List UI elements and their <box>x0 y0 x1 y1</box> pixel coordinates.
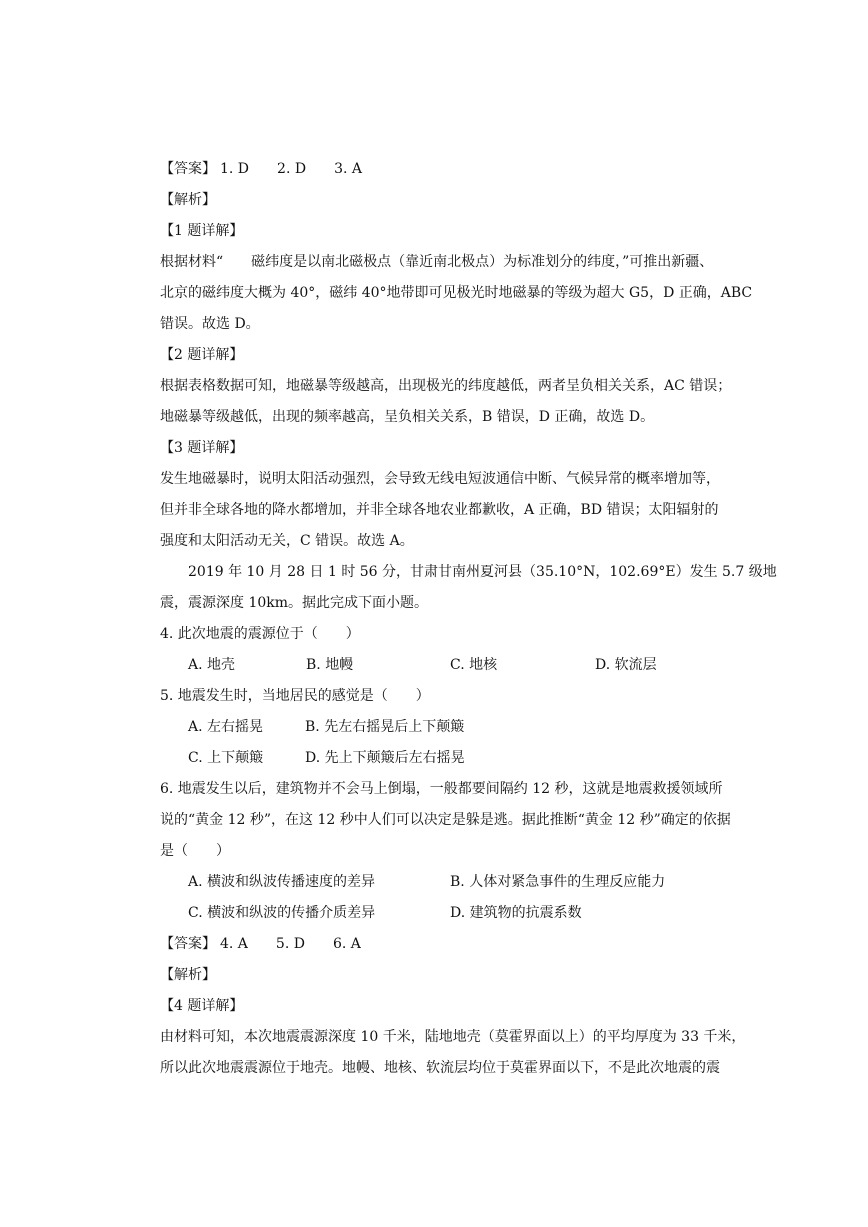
q2-detail-line: 地磁暴等级越低，出现的频率越高，呈负相关关系，B 错误，D 正确，故选 D。 <box>160 409 655 425</box>
answer-item: 1. D <box>220 161 250 177</box>
q4-detail-line: 由材料可知，本次地震震源深度 10 千米，陆地地壳（莫霍界面以上）的平均厚度为 33 千米， <box>160 1029 746 1045</box>
q2-detail-label: 【2 题详解】 <box>160 347 244 363</box>
q6-stem-line: 说的“黄金 12 秒”，在这 12 秒中人们可以决定是躲是逃。据此推断“黄金 12 秒”确定的依据 <box>160 812 731 828</box>
q2-detail-line: 根据表格数据可知，地磁暴等级越高，出现极光的纬度越低，两者呈负相关关系，AC 错误； <box>160 378 732 394</box>
answer-item: 4. A <box>220 936 248 952</box>
q4-option-b: B. 地幔 <box>306 657 354 673</box>
q3-detail-label: 【3 题详解】 <box>160 440 244 456</box>
q4-option-a: A. 地壳 <box>188 657 236 673</box>
q4-detail-line: 所以此次地震震源位于地壳。地幔、地核、软流层均位于莫霍界面以下，不是此次地震的震 <box>160 1060 720 1076</box>
q1-detail-label: 【1 题详解】 <box>160 223 244 239</box>
q6-stem-line: 是（ ） <box>160 843 230 859</box>
q6-stem-line: 6. 地震发生以后，建筑物并不会马上倒塌，一般都要间隔约 12 秒，这就是地震救援领域所 <box>160 781 723 797</box>
q5-option-a: A. 左右摇晃 <box>188 719 264 735</box>
q4-option-d: D. 软流层 <box>595 657 657 673</box>
answer-item: 5. D <box>275 936 305 952</box>
q6-option-b: B. 人体对紧急事件的生理反应能力 <box>450 874 666 890</box>
q5-stem: 5. 地震发生时，当地居民的感觉是（ ） <box>160 688 430 704</box>
intro-line: 2019 年 10 月 28 日 1 时 56 分，甘肃甘南州夏河县（35.10°N，102.69°E）发生 5.7 级地 <box>188 564 777 580</box>
answer-item: 3. A <box>334 161 363 177</box>
q5-option-d: D. 先上下颠簸后左右摇晃 <box>305 750 465 766</box>
q1-detail-line: 根据材料“ 磁纬度是以南北磁极点（靠近南北极点）为标准划分的纬度，”可推出新疆、 <box>160 254 714 270</box>
answer-label: 【答案】 <box>160 936 216 952</box>
q5-option-c: C. 上下颠簸 <box>188 750 264 766</box>
q3-detail-line: 发生地磁暴时，说明太阳活动强烈，会导致无线电短波通信中断、气候异常的概率增加等， <box>160 471 720 487</box>
q6-option-c: C. 横波和纵波的传播介质差异 <box>188 905 376 921</box>
answer-line-2 <box>160 935 720 953</box>
q4-stem: 4. 此次地震的震源位于（ ） <box>160 626 360 642</box>
q4-detail-label: 【4 题详解】 <box>160 998 244 1014</box>
answer-label: 【答案】 <box>160 161 216 177</box>
q3-detail-line: 但并非全球各地的降水都增加，并非全球各地农业都歉收，A 正确，BD 错误；太阳辐射的 <box>160 502 719 518</box>
q6-option-a: A. 横波和纵波传播速度的差异 <box>188 874 376 890</box>
analysis-label: 【解析】 <box>160 192 216 208</box>
intro-line: 震，震源深度 10km。据此完成下面小题。 <box>160 595 429 611</box>
q1-detail-line: 北京的磁纬度大概为 40°，磁纬 40°地带即可见极光时地磁暴的等级为超大 G5，D 正确，ABC <box>160 285 753 301</box>
answer-item: 2. D <box>277 161 307 177</box>
q1-detail-line: 错误。故选 D。 <box>160 316 260 332</box>
q6-option-d: D. 建筑物的抗震系数 <box>450 905 582 921</box>
q5-option-b: B. 先左右摇晃后上下颠簸 <box>305 719 465 735</box>
answer-line-1 <box>160 160 720 178</box>
q3-detail-line: 强度和太阳活动无关，C 错误。故选 A。 <box>160 533 414 549</box>
analysis-label: 【解析】 <box>160 967 216 983</box>
q4-option-c: C. 地核 <box>450 657 498 673</box>
answer-item: 6. A <box>332 936 361 952</box>
